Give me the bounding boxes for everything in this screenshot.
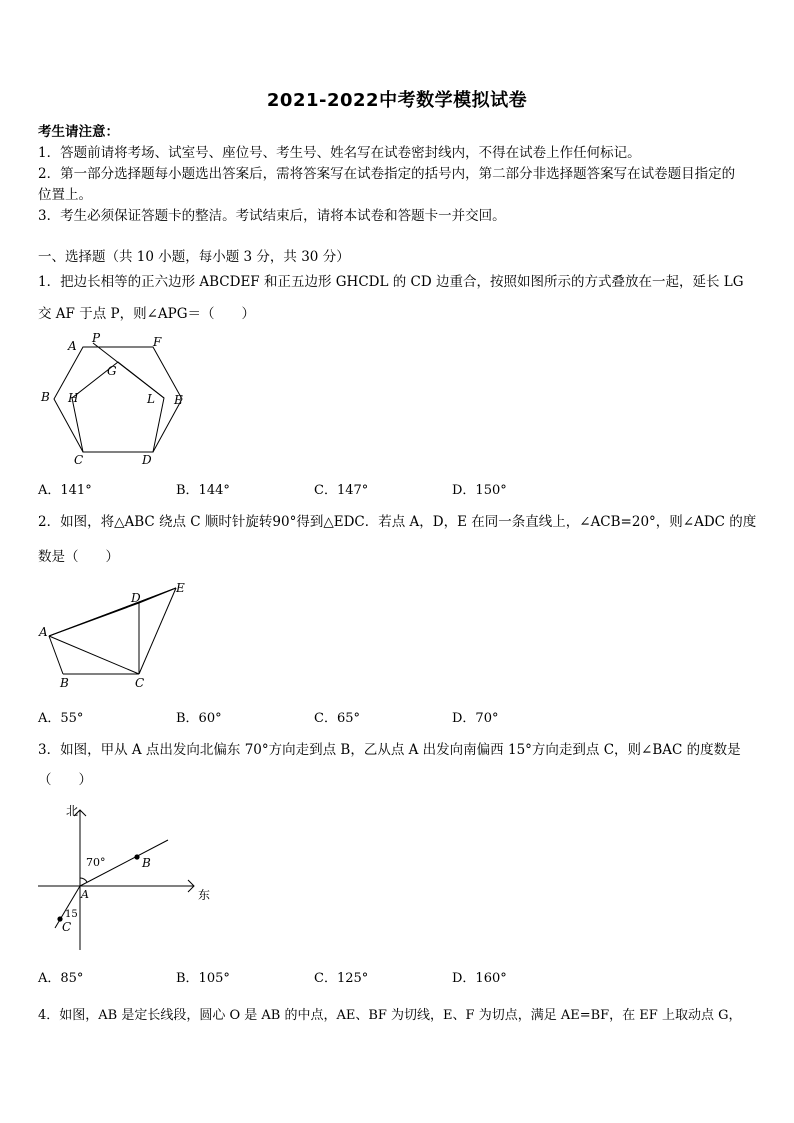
question-3-figure [34,800,219,955]
figure-label: F [153,335,162,349]
figure-label: B [60,676,69,690]
notice-item: 位置上。 [38,187,92,203]
option-a[interactable]: A．141° [38,483,92,498]
point-b-dot [134,854,139,859]
figure-label: A [39,625,48,639]
figure-label: C [135,676,145,690]
exam-title: 2021-2022中考数学模拟试卷 [266,90,528,111]
figure-label: E [176,581,185,595]
option-a[interactable]: A．85° [38,971,84,986]
option-d[interactable]: D．160° [452,971,507,986]
notice-item: 2．第一部分选择题每小题选出答案后，需将答案写在试卷指定的括号内，第二部分非选择题答案写在试卷题目指定的 [38,166,736,182]
figure-label: C [74,453,84,467]
figure-label: D [131,591,141,605]
section-heading: 一、选择题（共 10 小题，每小题 3 分，共 30 分） [38,249,350,265]
option-c[interactable]: C．65° [314,711,360,726]
figure-label: 东 [198,888,211,902]
option-b[interactable]: B．144° [176,483,230,498]
option-b[interactable]: B．105° [176,971,230,986]
figure-label: 北 [66,804,79,818]
figure-label: L [147,392,155,406]
question-2-text-cont: 数是（ ） [38,549,119,565]
option-c[interactable]: C．125° [314,971,369,986]
notice-heading: 考生请注意： [38,124,119,140]
question-3-text: 3．如图，甲从 A 点出发向北偏东 70°方向走到点 B，乙从点 A 出发向南偏西 15°方向走到点 C，则∠BAC 的度数是 [38,742,741,758]
figure-label: H [68,391,79,405]
figure-label: C [62,920,72,934]
question-1-figure [36,330,196,470]
option-a[interactable]: A．55° [38,711,84,726]
option-d[interactable]: D．150° [452,483,507,498]
notice-item: 3．考生必须保证答题卡的整洁。考试结束后，请将本试卷和答题卡一并交回。 [38,208,506,224]
figure-label: 15 [65,909,78,920]
figure-label: B [41,390,50,404]
question-4-text: 4．如图，AB 是定长线段，圆心 O 是 AB 的中点，AE、BF 为切线，E、F 为切点，满足 AE=BF，在 EF 上取动点 G， [38,1008,742,1023]
notice-item: 1．答题前请将考场、试室号、座位号、考生号、姓名写在试卷密封线内，不得在试卷上作任何标记。 [38,145,641,161]
figure-label: A [81,888,89,901]
figure-label: 70° [86,856,106,869]
figure-label: P [92,331,101,345]
figure-label: D [142,453,152,467]
question-2-figure [36,580,196,695]
option-d[interactable]: D．70° [452,711,499,726]
question-1-text: 1．把边长相等的正六边形 ABCDEF 和正五边形 GHCDL 的 CD 边重合，按照如图所示的方式叠放在一起，延长 LG [38,274,744,290]
figure-label: A [68,339,77,353]
figure-label: B [142,856,151,870]
question-3-text-cont: （ ） [38,772,92,788]
option-c[interactable]: C．147° [314,483,369,498]
option-b[interactable]: B．60° [176,711,222,726]
question-2-text: 2．如图，将△ABC 绕点 C 顺时针旋转90°得到△EDC．若点 A，D，E 在同一条直线上，∠ACB=20°，则∠ADC 的度 [38,514,757,530]
figure-label: E [174,393,183,407]
question-1-text-cont: 交 AF 于点 P，则∠APG＝（ ） [38,306,256,322]
figure-label: G [107,364,117,378]
